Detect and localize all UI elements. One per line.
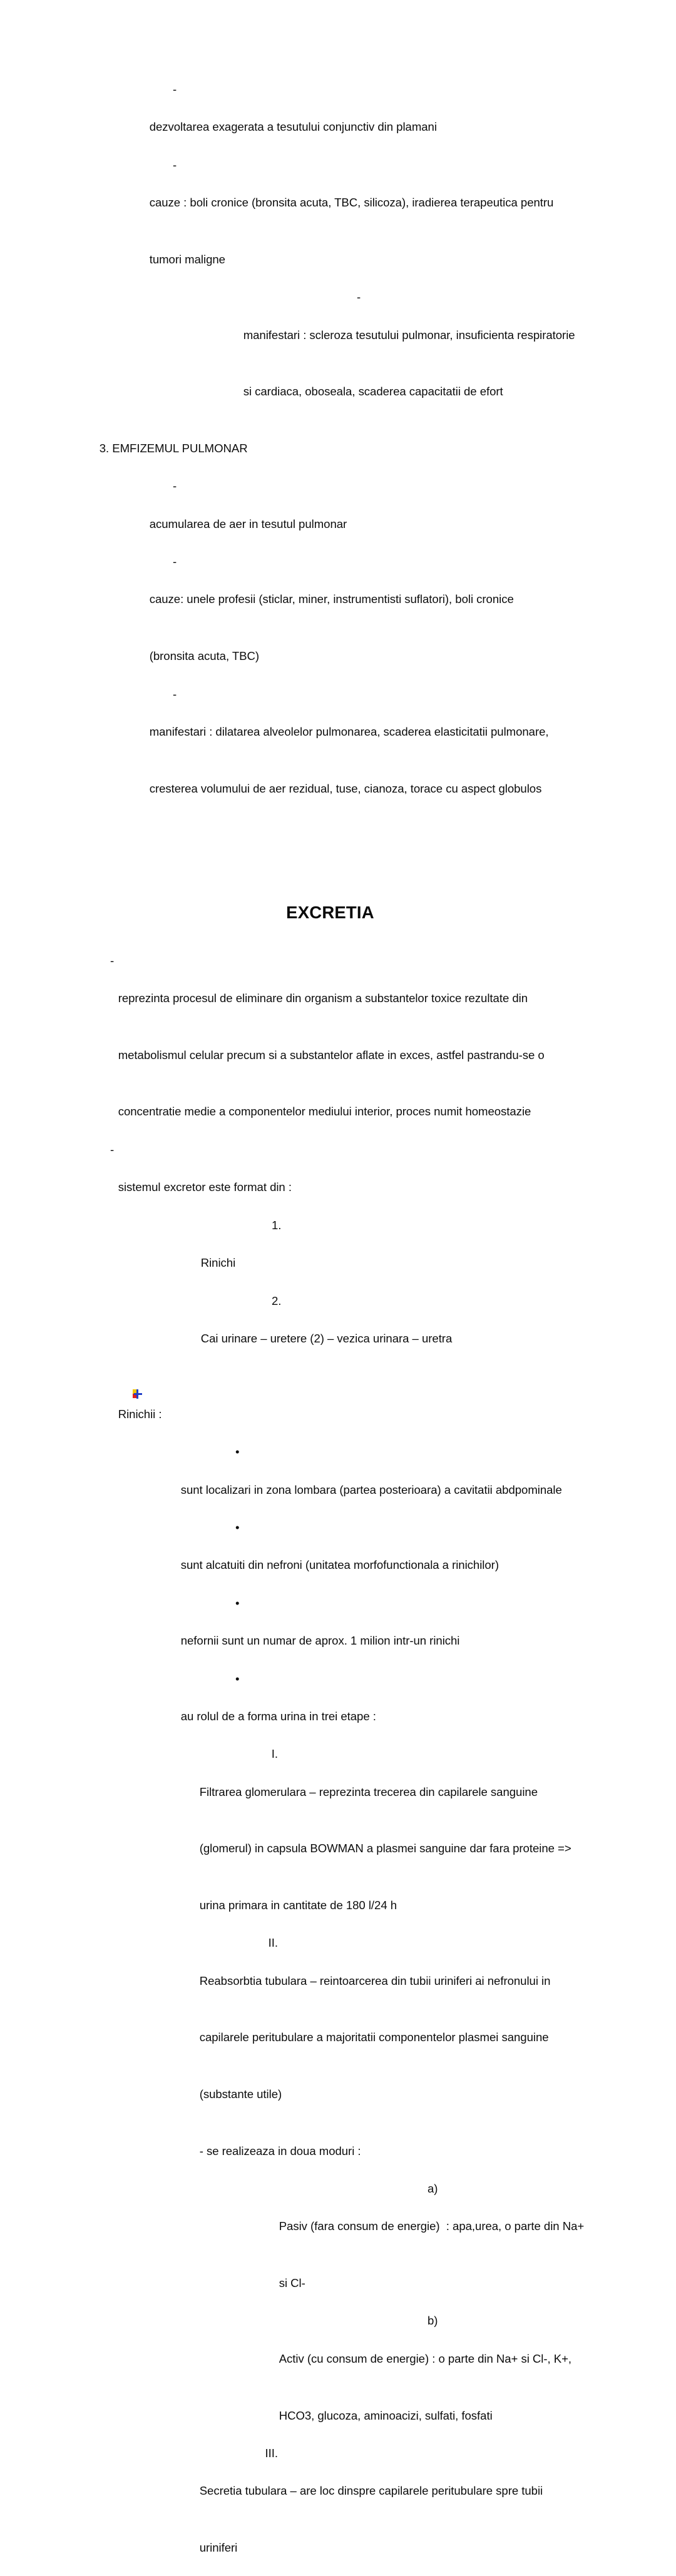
list-item-text: tumori maligne	[149, 252, 225, 266]
roman-list-item-continuation	[180, 2122, 592, 2179]
roman-list-item-text: urina primara in cantitate de 180 l/24 h	[199, 1899, 397, 1912]
roman-list-item-text: Filtrarea glomerulara – reprezinta trecerea din capilarele sanguine	[199, 1785, 538, 1798]
list-item-text: cresterea volumului de aer rezidual, tuse, cianoza, torace cu aspect globulos	[149, 781, 542, 795]
section-heading-text: 3. EMFIZEMUL PULMONAR	[99, 441, 248, 455]
list-item	[161, 1443, 592, 1518]
dash-marker: -	[173, 687, 177, 701]
roman-list-item-text: (substante utile)	[199, 2087, 282, 2101]
roman-list-item-text: uriniferi	[199, 2540, 238, 2554]
list-item-continuation	[130, 760, 592, 817]
spacer	[69, 893, 592, 902]
section-heading	[80, 420, 592, 477]
page-title	[69, 902, 592, 923]
roman-list-item-text: - se realizeaza in doua moduri :	[199, 2144, 361, 2158]
bullet-icon: •	[235, 1445, 240, 1459]
list-item-continuation	[130, 231, 592, 288]
list-item-text: Rinichii :	[118, 1407, 162, 1421]
list-item-text: au rolul de a forma urina in trei etape :	[180, 1709, 376, 1723]
roman-list-item-continuation	[180, 2066, 592, 2123]
spacer	[69, 873, 592, 892]
pinwheel-bullet-icon	[107, 1370, 142, 1483]
list-item-text: sunt localizari in zona lombara (partea posterioara) a cavitatii abdpominale	[180, 1483, 562, 1496]
roman-list-item-continuation	[180, 1877, 592, 1934]
roman-list-item	[180, 1934, 592, 2009]
roman-list-item	[180, 1745, 592, 1820]
roman-list-item-text: (glomerul) in capsula BOWMAN a plasmei sanguine dar fara proteine =>	[199, 1842, 571, 1855]
list-item-text: manifestari : dilatarea alveolelor pulmonarea, scaderea elasticitatii pulmonare,	[149, 724, 549, 738]
dash-marker: -	[173, 479, 177, 493]
list-item-continuation	[224, 363, 592, 420]
dash-marker: -	[173, 158, 177, 171]
number-marker: 1.	[272, 1218, 282, 1232]
list-item-continuation	[130, 628, 592, 685]
dash-marker: -	[173, 555, 177, 569]
dash-marker: -	[110, 1142, 115, 1156]
list-item	[161, 1594, 592, 1670]
roman-list-item-continuation	[180, 2520, 592, 2576]
numbered-list-item-text: Rinichi	[200, 1256, 236, 1270]
list-item-text: metabolismul celular precum si a substantelor aflate in exces, astfel pastrandu-se o	[118, 1048, 545, 1062]
list-item	[130, 685, 592, 761]
list-item-continuation	[99, 1083, 592, 1140]
roman-marker: I.	[271, 1747, 278, 1761]
page-title-text: EXCRETIA	[286, 902, 374, 922]
list-item-continuation	[99, 1027, 592, 1084]
list-item-text: acumularea de aer in tesutul pulmonar	[149, 517, 347, 530]
roman-list-item-text: Reabsorbtia tubulara – reintoarcerea din tubii uriniferi ai nefronului in	[199, 1974, 551, 1987]
list-item-text: concentratie medie a componentelor mediului interior, proces numit homeostazie	[118, 1105, 531, 1118]
roman-marker: III.	[265, 2446, 278, 2460]
spacer	[69, 923, 592, 942]
roman-list-item-continuation	[180, 1820, 592, 1877]
bullet-icon: •	[235, 1520, 240, 1534]
alpha-list-item-text: HCO3, glucoza, aminoacizi, sulfati, fosfati	[279, 2408, 493, 2422]
list-item	[99, 1140, 592, 1216]
list-item-text: cauze : boli cronice (bronsita acuta, TBC, silicoza), iradierea terapeutica pentru	[149, 196, 554, 210]
list-item	[161, 1670, 592, 1745]
alpha-marker: a)	[428, 2182, 438, 2196]
number-marker: 2.	[272, 1294, 282, 1307]
roman-list-item-continuation	[180, 2009, 592, 2066]
roman-list-item-text: Secretia tubulara – are loc dinspre capilarele peritubulare spre tubii	[199, 2484, 543, 2498]
list-item	[130, 477, 592, 552]
alpha-list-item-text: Pasiv (fara consum de energie) : apa,urea, o parte din Na+	[279, 2219, 585, 2233]
list-item-text: manifestari : scleroza tesutului pulmonar, insuficienta respiratorie	[243, 328, 575, 342]
list-item	[224, 288, 592, 363]
list-item	[130, 80, 592, 156]
list-item-text: sistemul excretor este format din :	[118, 1180, 292, 1194]
dash-marker: -	[357, 290, 361, 304]
alpha-list-item	[260, 2179, 592, 2255]
list-item	[130, 552, 592, 628]
dash-marker: -	[110, 953, 115, 967]
spacer	[69, 854, 592, 873]
dash-marker: -	[173, 83, 177, 96]
list-item-text: dezvoltarea exagerata a tesutului conjunctiv din plamani	[149, 120, 437, 134]
numbered-list-item	[182, 1292, 592, 1367]
list-item	[99, 1367, 592, 1443]
roman-list-item	[180, 2444, 592, 2520]
spacer	[69, 836, 592, 854]
list-item	[99, 951, 592, 1027]
list-item-text: nefornii sunt un numar de aprox. 1 milion intr-un rinichi	[180, 1634, 460, 1648]
roman-marker: II.	[268, 1936, 278, 1950]
spacer	[69, 817, 592, 836]
spacer	[69, 942, 592, 951]
list-item-text: cauze: unele profesii (sticlar, miner, instrumentisti suflatori), boli cronice	[149, 592, 514, 606]
list-item	[130, 156, 592, 231]
alpha-list-item-continuation	[260, 2387, 592, 2444]
alpha-list-item-text: si Cl-	[279, 2276, 305, 2290]
alpha-list-item-text: Activ (cu consum de energie) : o parte din Na+ si Cl-, K+,	[279, 2351, 572, 2365]
roman-list-item-text: capilarele peritubulare a majoritatii componentelor plasmei sanguine	[199, 2031, 549, 2044]
section-excretia	[69, 902, 592, 2576]
list-item-text: reprezinta procesul de eliminare din organism a substantelor toxice rezultate din	[118, 991, 528, 1005]
list-item	[161, 1518, 592, 1594]
alpha-list-item-continuation	[260, 2255, 592, 2312]
alpha-marker: b)	[428, 2314, 438, 2328]
numbered-list-item-text: Cai urinare – uretere (2) – vezica urinara – uretra	[200, 1331, 453, 1345]
alpha-list-item	[260, 2311, 592, 2387]
section-emfizem	[69, 420, 592, 817]
list-item-text: si cardiaca, oboseala, scaderea capacitatii de efort	[243, 385, 503, 398]
bullet-icon: •	[235, 1596, 240, 1610]
bullet-icon: •	[235, 1671, 240, 1685]
list-item-text: sunt alcatuiti din nefroni (unitatea morfofunctionala a rinichilor)	[180, 1558, 499, 1572]
section-pulmonary-tail	[69, 80, 592, 420]
list-item-text: (bronsita acuta, TBC)	[149, 649, 260, 663]
numbered-list-item	[182, 1216, 592, 1292]
